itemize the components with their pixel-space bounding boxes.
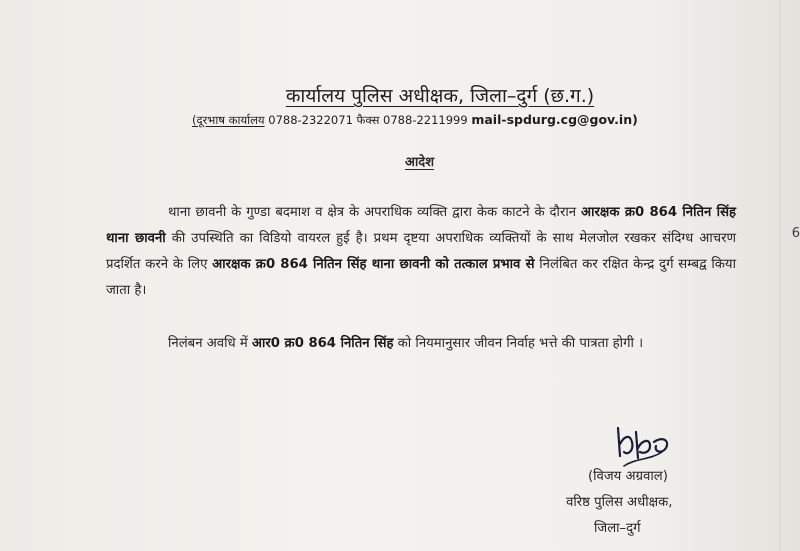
contact-line xyxy=(192,112,638,128)
phone-label: (दूरभाष कार्यालय xyxy=(192,113,265,127)
p2-bold-b: आर0 क्र0 864 नितिन सिंह xyxy=(251,336,394,351)
p1-bold-b: आरक्षक क्र0 864 नितिन सिंह थाना छावनी xyxy=(106,205,736,246)
office-title: कार्यालय पुलिस अधीक्षक, जिला–दुर्ग (छ.ग.) xyxy=(285,85,595,107)
email-label: mail- xyxy=(471,112,507,127)
fax-number: 0788-2211999 xyxy=(383,113,468,127)
edge-mark: 6 xyxy=(791,226,800,241)
signatory-name: (विजय अग्रवाल) xyxy=(588,469,668,484)
signatory-district: जिला–दुर्ग xyxy=(594,521,641,536)
p2-text-c: को नियमानुसार जीवन निर्वाह भत्ते की पात्रता होगी । xyxy=(393,336,644,351)
fax-label: फैक्स xyxy=(356,113,380,127)
order-paragraph-1 xyxy=(106,200,736,304)
p1-text-a: थाना छावनी के गुण्डा बदमाश व क्षेत्र के अपराधिक व्यक्ति द्वारा केक काटने के दौरान xyxy=(168,205,582,220)
email-address: spdurg.cg@gov.in) xyxy=(506,112,638,127)
p1-text-c: की उपस्थिति का विडियो वायरल हुई है। प्रथम दृष्टया अपराधिक व्यक्तियों के साथ मेलजोल रखकर संदिग्ध आचरण प्रदर्शित करने के लिए xyxy=(106,231,736,272)
signatory-designation: वरिष्ठ पुलिस अधीक्षक, xyxy=(566,495,673,510)
order-heading: आदेश xyxy=(405,155,435,170)
order-paragraph-2 xyxy=(106,331,736,357)
p2-text-a: निलंबन अवधि में xyxy=(168,336,252,351)
p1-bold-d: आरक्षक क्र0 864 नितिन सिंह थाना छावनी को तत्काल प्रभाव से xyxy=(212,257,535,272)
phone-number: 0788-2322071 xyxy=(268,113,353,127)
p1-text-e: निलंबित कर रक्षित केन्द्र दुर्ग सम्बद्व किया जाता है। xyxy=(106,257,736,298)
